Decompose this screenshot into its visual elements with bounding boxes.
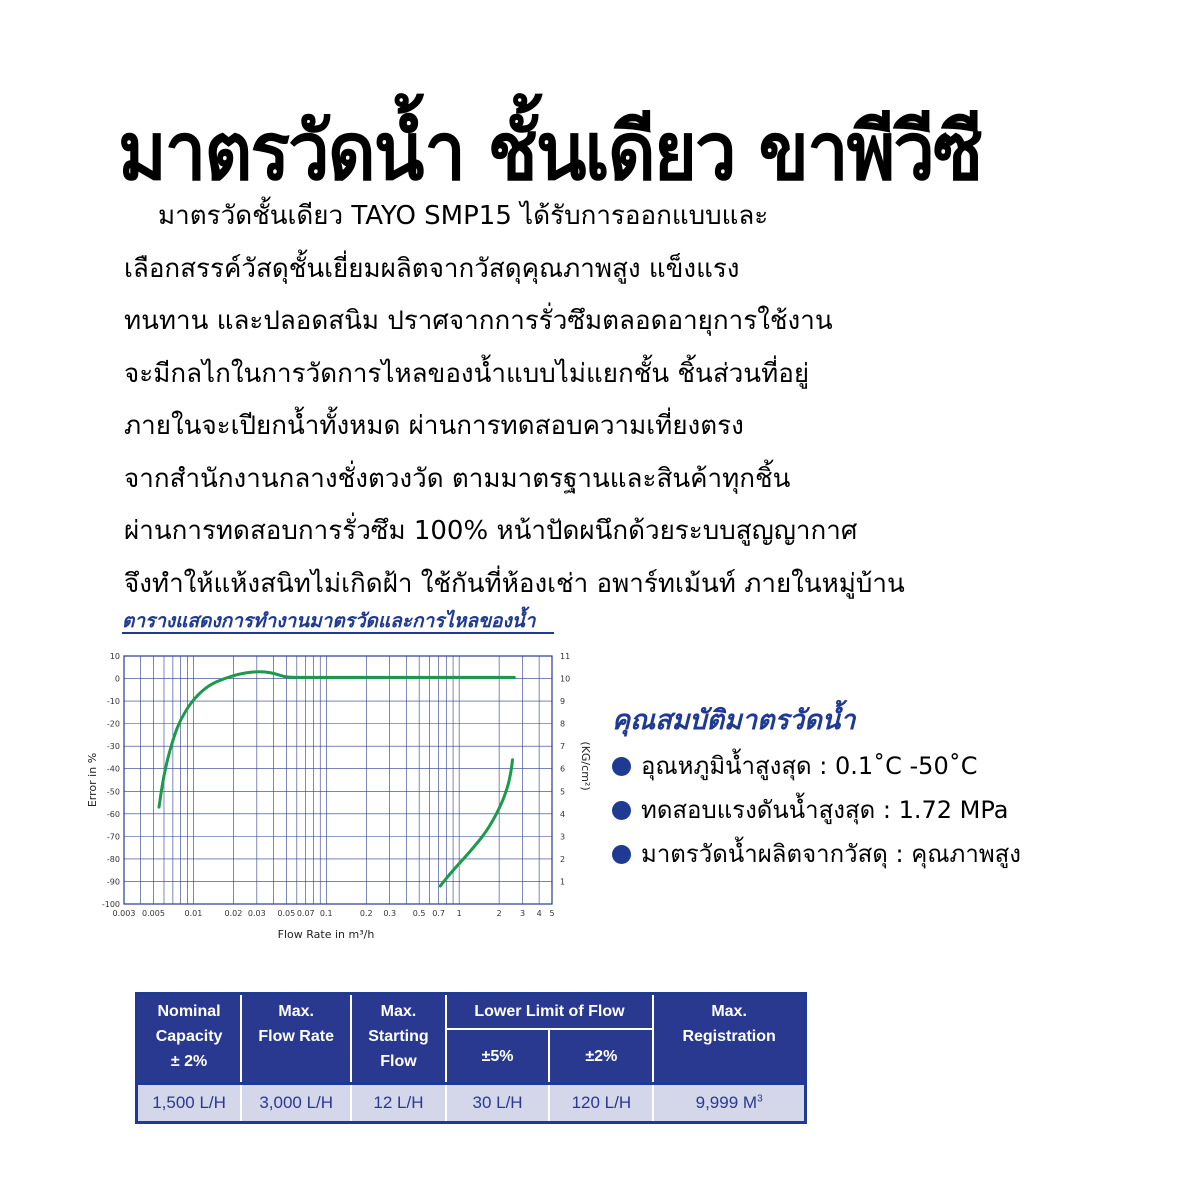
y-tick-label: -80 <box>106 854 120 864</box>
y2-tick-label: 11 <box>560 652 571 661</box>
bullet-icon <box>612 757 631 776</box>
x-tick-label: 0.02 <box>224 909 243 918</box>
flow-error-chart <box>80 644 600 954</box>
description-line: มาตรวัดชั้นเดียว TAYO SMP15 ได้รับการออกแบบและ <box>158 201 769 231</box>
cell-max-reg-value: 9,999 M <box>695 1093 758 1112</box>
y-tick-label: -90 <box>106 877 120 887</box>
x-tick-label: 0.03 <box>247 909 266 918</box>
description-line: จะมีกลไกในการวัดการไหลของน้ำแบบไม่แยกชั้น ชิ้นส่วนที่อยู่ <box>124 358 810 389</box>
description-line: ผ่านการทดสอบการรั่วซึม 100% หน้าปัดผนึกด้วยระบบสูญญากาศ <box>124 516 858 546</box>
page-title: มาตรวัดน้ำ ชั้นเดียว ขาพีวีซี <box>118 105 982 199</box>
x-tick-label: 0.3 <box>383 909 397 918</box>
spec-item <box>612 744 1021 788</box>
y-tick-label: 10 <box>109 652 120 661</box>
y-axis-label: Error in % <box>86 752 99 808</box>
spec-item <box>612 788 1021 832</box>
header-text: Starting <box>368 1028 429 1045</box>
header-lower-limit-of-flow: Lower Limit of Flow <box>446 994 654 1030</box>
description-line: เลือกสรรค์วัสดุชั้นเยี่ยมผลิตจากวัสดุคุณภาพสูง แข็งแรง <box>124 253 740 284</box>
cell-lower-5: 30 L/H <box>446 1084 550 1123</box>
x-tick-label: 0.5 <box>412 909 426 918</box>
header-text: ± 2% <box>170 1053 208 1070</box>
y-tick-label: -100 <box>101 900 120 909</box>
x-tick-label: 0.1 <box>319 909 333 918</box>
y2-axis-label: (KG/cm²) <box>579 741 592 791</box>
header-max-registration <box>653 994 805 1084</box>
header-lower-2: ±2% <box>549 1029 653 1084</box>
header-text: Max. <box>278 1003 314 1020</box>
y-tick-label: 0 <box>114 674 120 684</box>
header-text: Max. <box>711 1003 747 1020</box>
spec-item <box>612 832 1021 876</box>
x-tick-label: 1 <box>456 909 462 918</box>
spec-text: มาตรวัดน้ำผลิตจากวัสดุ : คุณภาพสูง <box>641 840 1022 868</box>
spec-table <box>135 992 807 1124</box>
header-text: Flow <box>380 1053 417 1070</box>
y-tick-label: -70 <box>106 832 120 842</box>
x-axis-label: Flow Rate in m³/h <box>277 928 375 941</box>
cell-max-start: 12 L/H <box>351 1084 445 1123</box>
y-tick-label: -60 <box>106 809 120 819</box>
header-text: Nominal <box>157 1003 221 1020</box>
y2-tick-label: 1 <box>560 877 566 887</box>
chart-title: ตารางแสดงการทำงานมาตรวัดและการไหลของน้ำ <box>122 610 536 632</box>
series-line-pressure <box>440 760 512 886</box>
header-max-flow-rate <box>241 994 351 1084</box>
spec-text: ทดสอบแรงดันน้ำสูงสุด : 1.72 MPa <box>641 796 1009 824</box>
x-tick-label: 3 <box>519 909 526 918</box>
header-text: Flow Rate <box>258 1028 334 1045</box>
y2-tick-label: 4 <box>560 809 566 819</box>
chart-title-rule <box>122 632 554 634</box>
y2-tick-label: 7 <box>560 742 566 752</box>
y2-tick-label: 6 <box>560 764 566 774</box>
plot-frame <box>124 656 552 904</box>
header-lower-5: ±5% <box>446 1029 550 1084</box>
spec-text: อุณหภูมิน้ำสูงสุด : 0.1˚C -50˚C <box>641 752 978 780</box>
y-tick-label: -10 <box>106 697 120 707</box>
y-tick-label: -30 <box>106 742 120 752</box>
description-line: จึงทำให้แห้งสนิทไม่เกิดฝ้า ใช้กันที่ห้องเช่า อพาร์ทเม้นท์ ภายในหมู่บ้าน <box>124 568 905 599</box>
header-max-starting-flow <box>351 994 445 1084</box>
table-row <box>137 1084 806 1123</box>
x-tick-label: 2 <box>496 909 502 918</box>
y2-tick-label: 9 <box>560 697 566 707</box>
y2-tick-label: 5 <box>560 787 566 797</box>
header-text: Registration <box>682 1028 776 1045</box>
header-text: Max. <box>380 1003 417 1020</box>
cell-max-reg-sup: 3 <box>757 1093 763 1105</box>
y2-tick-label: 2 <box>560 854 566 864</box>
specs-list <box>612 744 1021 876</box>
series-line-error <box>159 672 514 807</box>
cell-max-reg <box>653 1084 805 1123</box>
x-tick-label: 0.07 <box>296 909 315 918</box>
x-tick-label: 0.2 <box>359 909 373 918</box>
x-tick-label: 4 <box>536 909 542 918</box>
bullet-icon <box>612 845 631 864</box>
y-tick-label: -40 <box>106 764 120 774</box>
cell-nominal: 1,500 L/H <box>137 1084 242 1123</box>
header-text: Capacity <box>155 1028 223 1045</box>
x-tick-label: 0.01 <box>184 909 203 918</box>
x-tick-label: 0.003 <box>112 909 136 918</box>
y2-tick-label: 3 <box>560 832 566 842</box>
y-tick-label: -20 <box>106 719 120 729</box>
bullet-icon <box>612 801 631 820</box>
x-tick-label: 5 <box>549 909 555 918</box>
header-nominal-capacity <box>137 994 242 1084</box>
y-tick-label: -50 <box>106 787 120 797</box>
cell-lower-2: 120 L/H <box>549 1084 653 1123</box>
description-line: จากสำนักงานกลางชั่งตวงวัด ตามมาตรฐานและสินค้าทุกชิ้น <box>124 463 791 494</box>
description-line: ทนทาน และปลอดสนิม ปราศจากการรั่วซึมตลอดอายุการใช้งาน <box>124 306 833 336</box>
cell-max-flow: 3,000 L/H <box>241 1084 351 1123</box>
x-tick-label: 0.005 <box>142 909 165 918</box>
description-paragraph <box>124 190 905 610</box>
y2-tick-label: 8 <box>560 719 566 729</box>
y2-tick-label: 10 <box>560 674 571 684</box>
description-line: ภายในจะเปียกน้ำทั้งหมด ผ่านการทดสอบความเที่ยงตรง <box>124 411 744 441</box>
specs-title: คุณสมบัติมาตรวัดน้ำ <box>612 705 856 736</box>
x-tick-label: 0.05 <box>277 909 296 918</box>
x-tick-label: 0.7 <box>432 909 445 918</box>
